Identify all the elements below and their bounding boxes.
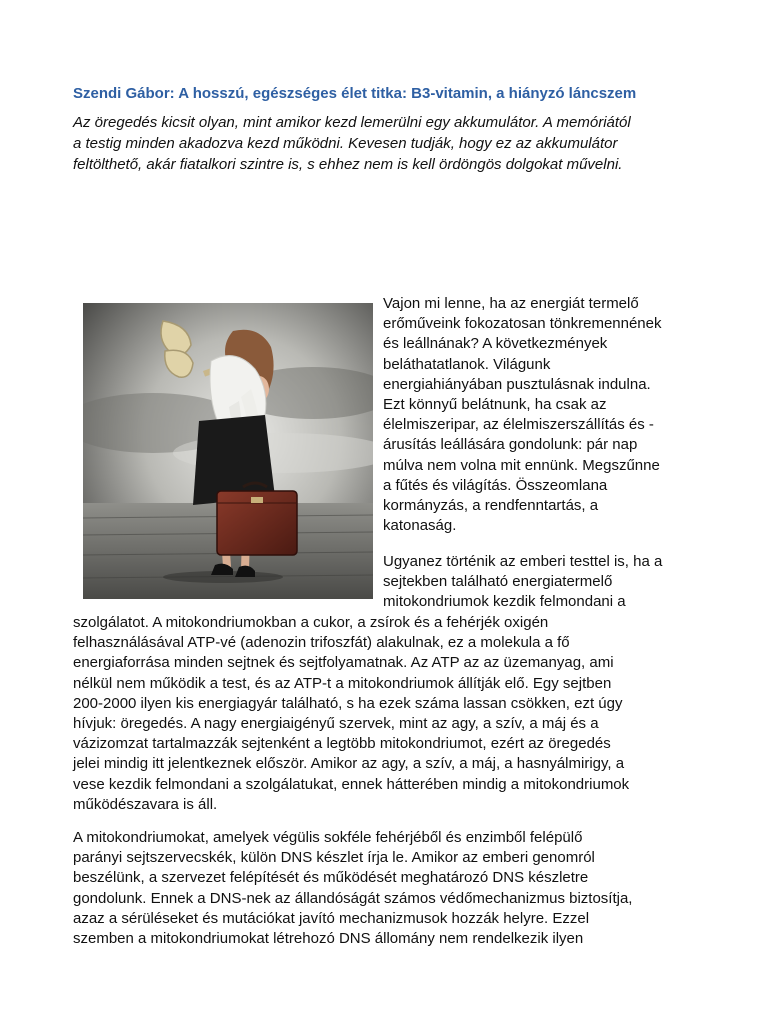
text-line: parányi sejtszervecskék, külön DNS készlet írja le. Amikor az emberi genomról <box>73 849 595 867</box>
text-line: kormányzás, a rendfenntartás, a <box>383 497 599 515</box>
text-line: vázizomzat tartalmazzák sejtenként a legtöbb mitokondriumot, ezért az öregedés <box>73 735 611 753</box>
article-title: Szendi Gábor: A hosszú, egészséges élet titka: B3-vitamin, a hiányzó láncszem <box>73 85 637 102</box>
text-line: 200-2000 ilyen kis energiagyár található, s ha ezek száma lassan csökken, ezt úgy <box>73 694 623 712</box>
text-line: múlva nem volna mit ennünk. Megszűnne <box>383 456 660 474</box>
article-lead <box>73 112 713 175</box>
article-paragraph-2 <box>383 552 703 613</box>
text-line: azaz a sérüléseket és mutációkat javító mechanizmusok hozzák helyre. Ezzel <box>73 909 590 927</box>
text-line: gondolunk. Ennek a DNS-nek az állandóságát számos védőmechanizmus biztosítja, <box>73 889 633 907</box>
text-line: Ezt könnyű belátnunk, ha csak az <box>383 396 607 414</box>
article-paragraph-2-continued <box>73 613 713 815</box>
text-line: és leállnának? A következmények <box>383 335 608 353</box>
text-line: nélkül nem működik a test, és az ATP-t a mitokondriumok állítják elő. Egy sejtben <box>73 674 612 692</box>
text-line: szemben a mitokondriumokat létrehozó DNS állomány nem rendelkezik ilyen <box>73 930 584 948</box>
text-line: mitokondriumok kezdik felmondani a <box>383 593 626 611</box>
text-line: energiahiányában pusztulásnak indulna. <box>383 375 651 393</box>
text-line: felhasználásával ATP-vé (adenozin trifoszfát) alakulnak, ez a molekula a fő <box>73 634 570 652</box>
text-line: energiaforrása minden sejtnek és sejtfolyamatnak. Az ATP az az üzemanyag, ami <box>73 654 614 672</box>
text-line: Vajon mi lenne, ha az energiát termelő <box>383 295 639 312</box>
text-line: hívjuk: öregedés. A nagy energiaigényű szervek, mint az agy, a szív, a máj és a <box>73 715 599 733</box>
text-line: a fűtés és világítás. Összeomlana <box>383 476 608 494</box>
text-line: katonaság. <box>383 517 457 535</box>
text-line: szolgálatot. A mitokondriumokban a cukor, a zsírok és a fehérjék oxigén <box>73 614 549 631</box>
article-paragraph-3 <box>73 828 713 949</box>
woman-with-windup-key-image <box>83 303 373 599</box>
text-line: jelei mindig itt jelentkeznek először. Amikor az agy, a szív, a máj, a hasnyálmirigy, a <box>73 755 625 773</box>
lead-line: feltölthető, akár fiatalkori szintre is, s ehhez nem is kell ördöngös dolgokat művelni. <box>73 156 623 173</box>
text-line: működészavara is áll. <box>73 795 218 813</box>
lead-line: a testig minden akadozva kezd működni. Kevesen tudják, hogy ez az akkumulátor <box>73 135 618 152</box>
text-line: vese kezdik felmondani a szolgálatukat, ennek hátterében mindig a mitokondriumok <box>73 775 630 793</box>
text-line: beszélünk, a szervezet felépítését és működését meghatározó DNS készletre <box>73 869 589 887</box>
text-line: sejtekben található energiatermelő <box>383 573 613 591</box>
text-line: erőműveink fokozatosan tönkremennének <box>383 315 662 333</box>
text-line: A mitokondriumokat, amelyek végülis sokféle fehérjéből és enzimből felépülő <box>73 829 583 846</box>
text-line: árusítás leállására gondolunk: pár nap <box>383 436 638 454</box>
text-line: beláthatatlanok. Világunk <box>383 355 551 373</box>
lead-line: Az öregedés kicsit olyan, mint amikor kezd lemerülni egy akkumulátor. A memóriától <box>73 114 631 131</box>
text-line: élelmiszeripar, az élelmiszerszállítás és - <box>383 416 654 434</box>
text-line: Ugyanez történik az emberi testtel is, ha a <box>383 553 663 570</box>
article-paragraph-1 <box>383 294 703 536</box>
